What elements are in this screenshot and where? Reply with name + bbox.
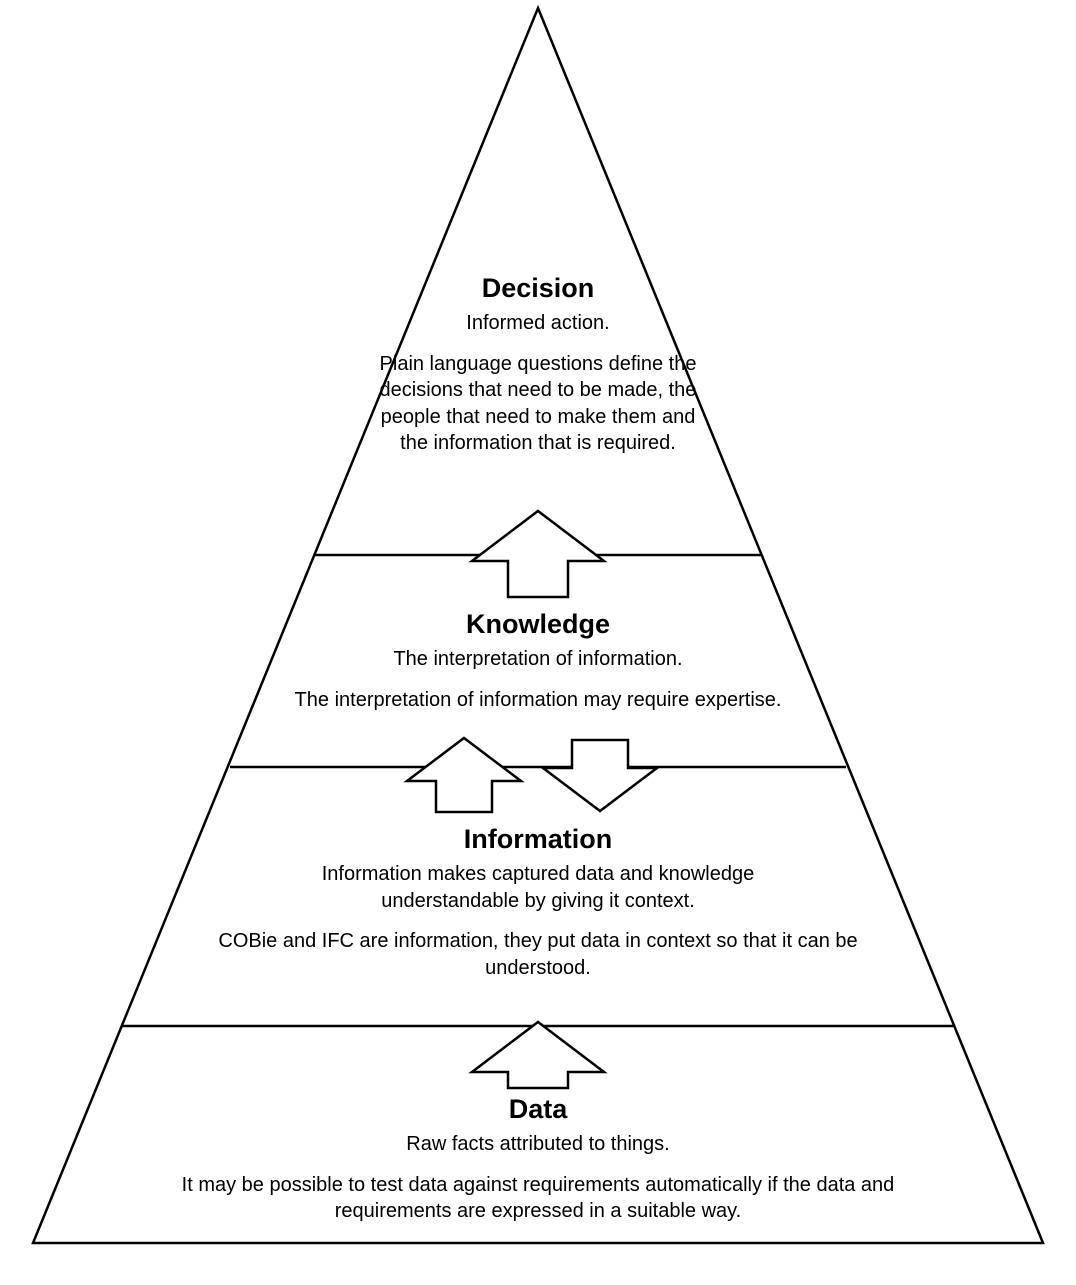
level-title-decision: Decision xyxy=(481,273,595,303)
level-title-data: Data xyxy=(508,1094,568,1124)
spacer xyxy=(0,337,1076,351)
pyramid-level-data xyxy=(0,1093,1076,1225)
level-text-knowledge-1: The interpretation of information. xyxy=(393,648,683,671)
spacer xyxy=(0,673,1076,687)
spacer xyxy=(0,914,1076,928)
spacer xyxy=(0,1158,1076,1172)
level-text-knowledge-2: The interpretation of information may require expertise. xyxy=(294,688,782,711)
level-text-information-2: COBie and IFC are information, they put data in context so that it can be understood. xyxy=(218,930,858,979)
pyramid-level-knowledge xyxy=(0,608,1076,713)
pyramid-level-decision xyxy=(0,272,1076,456)
level-text-data-1: Raw facts attributed to things. xyxy=(406,1133,670,1156)
level-title-information: Information xyxy=(463,824,613,854)
level-text-decision-1: Informed action. xyxy=(466,312,610,335)
level-title-knowledge: Knowledge xyxy=(465,609,610,639)
level-text-information-1: Information makes captured data and knowledge understandable by giving it context. xyxy=(321,863,755,912)
pyramid-level-information xyxy=(0,823,1076,981)
level-text-decision-2: Plain language questions define the decisions that need to be made, the people that need to make them and the information that is required. xyxy=(379,352,697,454)
level-text-data-2: It may be possible to test data against requirements automatically if the data and requirements are expressed in a suitable way. xyxy=(181,1173,895,1223)
